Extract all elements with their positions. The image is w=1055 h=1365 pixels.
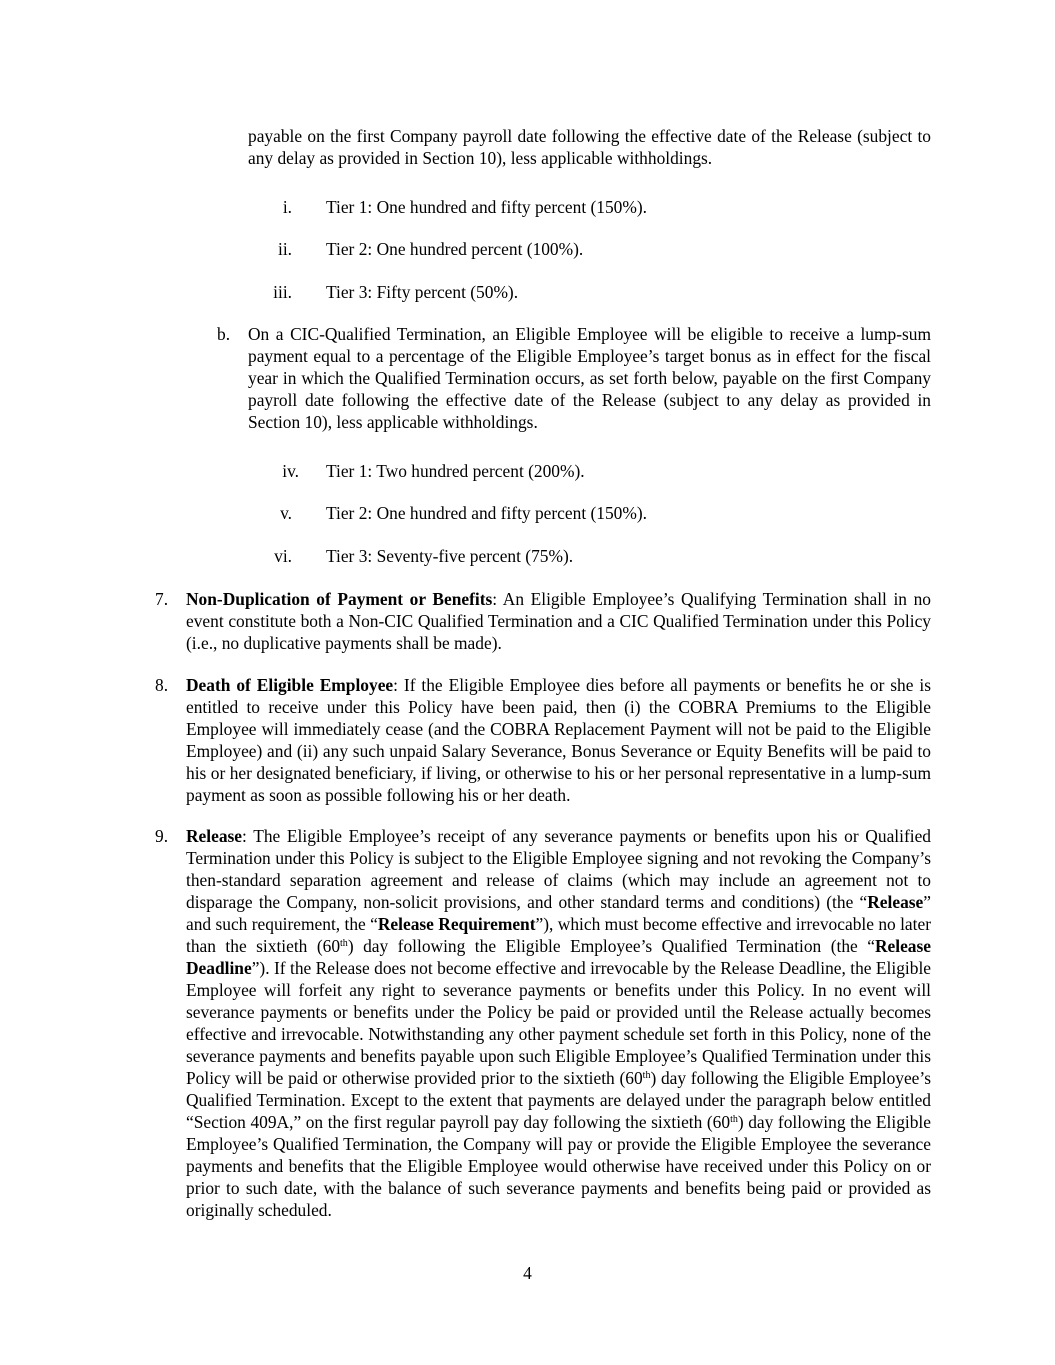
term-release-deadline: Release Deadline (186, 936, 931, 978)
section-9-text: ”), which must become effective and irrevocable no later than the sixtieth (60 (186, 914, 931, 956)
section-9-number: 9. (155, 826, 169, 846)
section-9-text: ”). If the Release does not become effective and irrevocable by the Release Deadline, the Eligible Employee will forfeit any right to severance payments or benefits under this Policy. In no event will severance payments or benefits under the Policy be paid or provided until the Release actually becomes effective and irrevocable. Notwithstanding any other payment schedule set forth in this Policy, none of the severance payments and benefits payable upon such Eligible Employee’s Qualified Termination under this Policy will be paid or otherwise provided prior to the sixtieth (60 (186, 958, 931, 1088)
intro-paragraph: payable on the first Company payroll date following the effective date of the Release (subject to any delay as provided in Section 10), less applicable withholdings. (248, 126, 931, 168)
item-b-paragraph: On a CIC-Qualified Termination, an Eligible Employee will be eligible to receive a lump-sum payment equal to a percentage of the Eligible Employee’s target bonus as in effect for the fiscal year in which the Qualified Termination occurs, as set forth below, payable on the first Company payroll date following the effective date of the Release (subject to any delay as provided in Section 10), less applicable withholdings. (248, 324, 931, 432)
section-9-heading: Release (186, 826, 243, 846)
section-8-heading: Death of Eligible Employee (186, 675, 394, 695)
section-9-text: ) day following the Eligible Employee’s Qualified Termination, the Company will pay or provide the Eligible Employee the severance payments and benefits that the Eligible Employee would otherwise have received under this Policy on or prior to such date, with the balance of such severance payments and benefits being paid or provided as originally scheduled. (186, 1112, 931, 1220)
section-8-paragraph (186, 674, 931, 806)
tier-text: Tier 2: One hundred and fifty percent (150%). (326, 503, 647, 523)
section-9-paragraph (186, 825, 931, 1221)
section-9-text: ” and such requirement, the “ (186, 892, 931, 934)
section-9-text: : The Eligible Employee’s receipt of any severance payments or benefits upon his or Qualified Termination under this Policy is subject to the Eligible Employee signing and not revoking the Company’s then-standard separation agreement and release of claims (which may include an agreement not to disparage the Company, non-solicit provisions, and other standard terms and conditions) (the “ (186, 826, 931, 912)
tier-text: Tier 1: One hundred and fifty percent (150%). (326, 197, 647, 217)
section-8-text: : If the Eligible Employee dies before all payments or benefits he or she is entitled to receive under this Policy have been paid, then (i) the COBRA Premiums to the Eligible Employee will immediately cease (and the COBRA Replacement Payment will not be paid to the Eligible Employee) and (ii) any such unpaid Salary Severance, Bonus Severance or Equity Benefits will be paid to his or her designated beneficiary, if living, or otherwise to his or her personal representative in a lump-sum payment as soon as possible following his or her death. (186, 675, 931, 805)
tier-numeral: i. (282, 197, 292, 217)
page-number: 4 (523, 1263, 532, 1283)
section-7-paragraph (186, 588, 931, 654)
item-b-marker: b. (217, 324, 231, 344)
section-8-number: 8. (155, 675, 169, 695)
tier-text: Tier 3: Seventy-five percent (75%). (326, 546, 574, 566)
superscript-th: th (642, 1070, 651, 1081)
section-7-heading: Non-Duplication of Payment or Benefits (186, 589, 493, 609)
tier-numeral: iii. (273, 282, 292, 302)
section-9-text: ) day following the Eligible Employee’s Qualified Termination (the “ (347, 936, 875, 956)
section-7-text: : An Eligible Employee’s Qualifying Termination shall in no event constitute both a Non-CIC Qualified Termination and a CIC Qualified Termination under this Policy (i.e., no duplicative payments shall be made). (186, 589, 931, 653)
tier-numeral: iv. (282, 461, 299, 481)
superscript-th: th (340, 938, 348, 949)
tier-text: Tier 1: Two hundred percent (200%). (326, 461, 585, 481)
tier-text: Tier 3: Fifty percent (50%). (326, 282, 519, 302)
tier-numeral: vi. (274, 546, 292, 566)
term-release: Release (867, 892, 924, 912)
tier-numeral: v. (280, 503, 292, 523)
section-9-text: ) day following the Eligible Employee’s Qualified Termination. Except to the extent that payments are delayed under the paragraph below entitled “Section 409A,” on the first regular payroll pay day following the sixtieth (60 (186, 1068, 931, 1132)
superscript-th: th (730, 1114, 738, 1125)
tier-numeral: ii. (277, 239, 292, 259)
tier-text: Tier 2: One hundred percent (100%). (326, 239, 584, 259)
term-release-requirement: Release Requirement (377, 914, 536, 934)
section-7-number: 7. (155, 589, 169, 609)
